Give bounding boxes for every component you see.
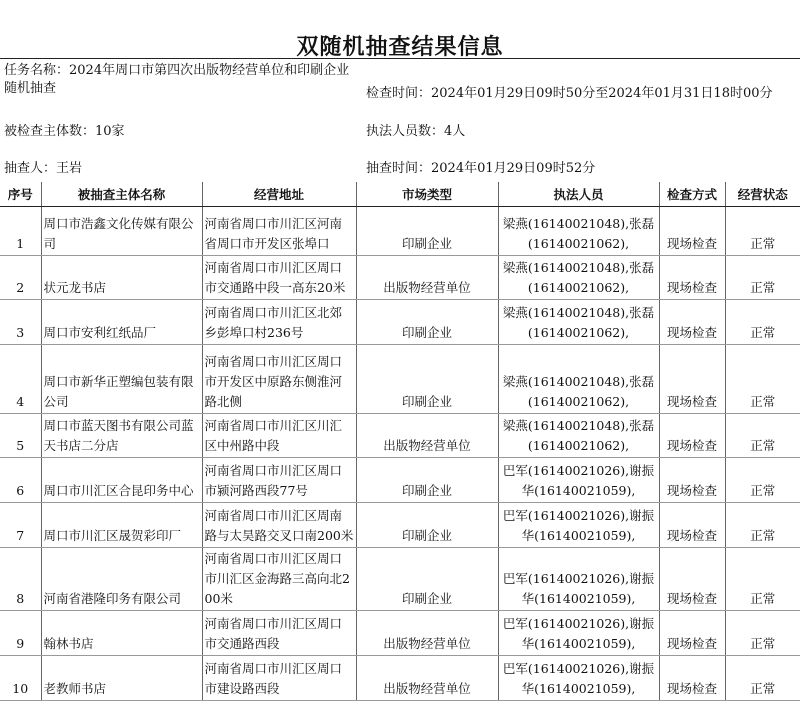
cell-subject-name: 翰林书店 — [41, 611, 202, 656]
cell-market-type: 出版物经营单位 — [356, 256, 498, 300]
table-row — [0, 256, 800, 300]
page-title: 双随机抽查结果信息 — [296, 35, 504, 60]
cell-staff: 巴军(16140021026),谢振华(16140021059), — [498, 656, 659, 701]
cell-check-method: 现场检查 — [659, 414, 725, 458]
cell-status: 正常 — [725, 611, 800, 656]
cell-market-type: 出版物经营单位 — [356, 656, 498, 701]
subject-count-label: 被检查主体数： — [4, 124, 96, 139]
table-row — [0, 503, 800, 548]
cell-address: 河南省周口市川汇区河南省周口市开发区张埠口 — [202, 207, 356, 256]
draw-time-label: 抽查时间： — [366, 161, 432, 176]
col-header-address: 经营地址 — [202, 182, 356, 207]
cell-address: 河南省周口市川汇区川汇区中州路中段 — [202, 414, 356, 458]
cell-status: 正常 — [725, 300, 800, 345]
cell-subject-name: 周口市川汇区合昆印务中心 — [41, 458, 202, 503]
results-table — [0, 182, 800, 701]
table-row — [0, 300, 800, 345]
task-name-value: 2024年周口市第四次出版物经营单位和印刷企业随机抽查 — [4, 63, 350, 96]
inspector-field — [4, 160, 82, 178]
cell-check-method: 现场检查 — [659, 345, 725, 414]
cell-status: 正常 — [725, 414, 800, 458]
table-row — [0, 458, 800, 503]
cell-subject-name: 河南省港隆印务有限公司 — [41, 548, 202, 611]
cell-check-method: 现场检查 — [659, 503, 725, 548]
cell-status: 正常 — [725, 503, 800, 548]
col-header-method: 检查方式 — [659, 182, 725, 207]
title-divider — [0, 58, 800, 59]
cell-row-number: 9 — [0, 611, 41, 656]
cell-status: 正常 — [725, 458, 800, 503]
cell-staff: 巴军(16140021026),谢振华(16140021059), — [498, 548, 659, 611]
cell-address: 河南省周口市川汇区北郊乡彭埠口村236号 — [202, 300, 356, 345]
cell-staff: 巴军(16140021026),谢振华(16140021059), — [498, 611, 659, 656]
cell-market-type: 出版物经营单位 — [356, 611, 498, 656]
cell-address: 河南省周口市川汇区周口市开发区中原路东侧淮河路北侧 — [202, 345, 356, 414]
cell-market-type: 印刷企业 — [356, 345, 498, 414]
cell-market-type: 印刷企业 — [356, 300, 498, 345]
col-header-status: 经营状态 — [725, 182, 800, 207]
table-row — [0, 414, 800, 458]
cell-status: 正常 — [725, 656, 800, 701]
staff-count-label: 执法人员数： — [366, 124, 445, 139]
staff-count-value: 4人 — [444, 124, 466, 139]
cell-row-number: 1 — [0, 207, 41, 256]
cell-market-type: 印刷企业 — [356, 207, 498, 256]
cell-subject-name: 状元龙书店 — [41, 256, 202, 300]
check-time-value: 2024年01月29日09时50分至2024年01月31日18时00分 — [431, 86, 773, 101]
cell-row-number: 8 — [0, 548, 41, 611]
table-row — [0, 611, 800, 656]
cell-subject-name: 周口市安利红纸品厂 — [41, 300, 202, 345]
cell-check-method: 现场检查 — [659, 548, 725, 611]
cell-market-type: 出版物经营单位 — [356, 414, 498, 458]
task-name-field — [4, 62, 360, 98]
cell-staff: 巴军(16140021026),谢振华(16140021059), — [498, 503, 659, 548]
cell-staff: 梁燕(16140021048),张磊(16140021062), — [498, 207, 659, 256]
cell-address: 河南省周口市川汇区周南路与太昊路交叉口南200米 — [202, 503, 356, 548]
cell-subject-name: 周口市新华正塑编包装有限公司 — [41, 345, 202, 414]
inspector-value: 王岩 — [56, 161, 83, 176]
col-header-name: 被抽查主体名称 — [41, 182, 202, 207]
cell-status: 正常 — [725, 207, 800, 256]
cell-row-number: 10 — [0, 656, 41, 701]
table-row — [0, 207, 800, 256]
cell-status: 正常 — [725, 548, 800, 611]
cell-address: 河南省周口市川汇区周口市建设路西段 — [202, 656, 356, 701]
cell-staff: 梁燕(16140021048),张磊(16140021062), — [498, 300, 659, 345]
cell-staff: 梁燕(16140021048),张磊(16140021062), — [498, 256, 659, 300]
cell-row-number: 7 — [0, 503, 41, 548]
subject-count-value: 10家 — [95, 124, 125, 139]
col-header-no: 序号 — [0, 182, 41, 207]
check-time-field — [366, 85, 796, 103]
col-header-market-type: 市场类型 — [356, 182, 498, 207]
col-header-staff: 执法人员 — [498, 182, 659, 207]
cell-row-number: 2 — [0, 256, 41, 300]
cell-row-number: 6 — [0, 458, 41, 503]
draw-time-field — [366, 160, 595, 178]
cell-status: 正常 — [725, 256, 800, 300]
cell-address: 河南省周口市川汇区周口市川汇区金海路三高向北200米 — [202, 548, 356, 611]
cell-staff: 梁燕(16140021048),张磊(16140021062), — [498, 414, 659, 458]
staff-count-field — [366, 123, 465, 141]
subject-count-field — [4, 123, 125, 141]
cell-market-type: 印刷企业 — [356, 458, 498, 503]
cell-subject-name: 周口市蓝天图书有限公司蓝天书店二分店 — [41, 414, 202, 458]
cell-subject-name: 周口市浩鑫文化传媒有限公司 — [41, 207, 202, 256]
cell-status: 正常 — [725, 345, 800, 414]
task-name-label: 任务名称： — [4, 63, 70, 78]
cell-check-method: 现场检查 — [659, 256, 725, 300]
table-row — [0, 656, 800, 701]
cell-row-number: 3 — [0, 300, 41, 345]
cell-row-number: 5 — [0, 414, 41, 458]
cell-subject-name: 老教师书店 — [41, 656, 202, 701]
cell-check-method: 现场检查 — [659, 207, 725, 256]
cell-staff: 梁燕(16140021048),张磊(16140021062), — [498, 345, 659, 414]
table-row — [0, 345, 800, 414]
cell-row-number: 4 — [0, 345, 41, 414]
cell-check-method: 现场检查 — [659, 656, 725, 701]
cell-market-type: 印刷企业 — [356, 548, 498, 611]
cell-address: 河南省周口市川汇区周口市交通路中段一高东20米 — [202, 256, 356, 300]
cell-check-method: 现场检查 — [659, 458, 725, 503]
cell-address: 河南省周口市川汇区周口市颍河路西段77号 — [202, 458, 356, 503]
table-row — [0, 548, 800, 611]
cell-staff: 巴军(16140021026),谢振华(16140021059), — [498, 458, 659, 503]
check-time-label: 检查时间： — [366, 86, 432, 101]
draw-time-value: 2024年01月29日09时52分 — [431, 161, 596, 176]
inspector-label: 抽查人： — [4, 161, 57, 176]
cell-address: 河南省周口市川汇区周口市交通路西段 — [202, 611, 356, 656]
cell-subject-name: 周口市川汇区晟贺彩印厂 — [41, 503, 202, 548]
cell-market-type: 印刷企业 — [356, 503, 498, 548]
cell-check-method: 现场检查 — [659, 300, 725, 345]
table-header-row — [0, 182, 800, 207]
cell-check-method: 现场检查 — [659, 611, 725, 656]
